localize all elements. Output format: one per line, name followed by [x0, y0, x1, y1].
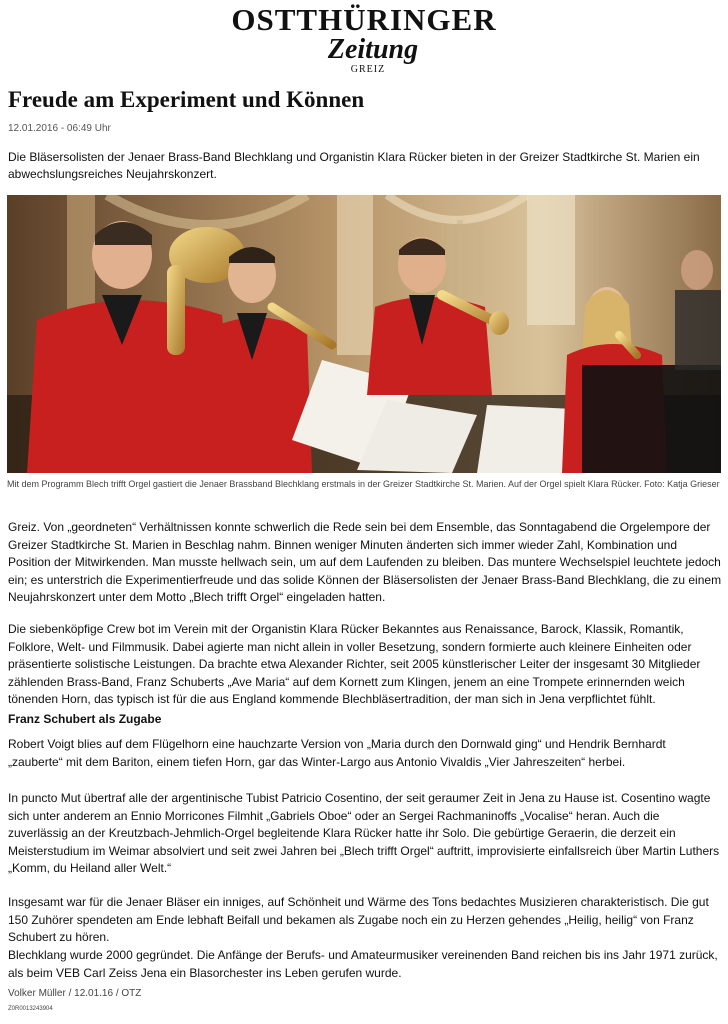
- photo-caption: Mit dem Programm Blech trifft Orgel gastiert die Jenaer Brassband Blechklang erstmals in der Greizer Stadtkirche St. Marien. Auf der Orgel spielt Klara Rücker. Foto: Katja Grieser: [7, 479, 720, 489]
- article-subheading: Franz Schubert als Zugabe: [8, 712, 162, 726]
- article-photo: [7, 195, 721, 473]
- masthead-edition: GREIZ: [350, 64, 386, 75]
- article-paragraph-4: In puncto Mut übertraf alle der argentinische Tubist Patricio Cosentino, der seit geraumer Zeit in Jena zu Hause ist. Cosentino wagte sich unter anderem an Ennio Morricones Filmhit „Gabriels Oboe“ oder an Sergei Rachmaninoffs „Vocalise“ heran. Auch die zuverlässig an der Kreutzbach-Jehmlich-Orgel begleitende Klara Rücker hatte ihr Solo. Die gebürtige Geraerin, die derzeit ein Meisterstudium im Weimar absolviert und seit zwei Jahren bei „Blech trifft Orgel“ auftritt, improvisierte einfallsreich über Martin Luthers „Komm, du Heiland aller Welt.“: [8, 791, 720, 876]
- article-headline: Freude am Experiment und Können: [8, 87, 365, 112]
- masthead: [0, 4, 728, 76]
- article-paragraph-2: Die siebenköpfige Crew bot im Verein mit der Organistin Klara Rücker Bekanntes aus Renaissance, Barock, Klassik, Romantik, Folklore, Welt- und Filmmusik. Dabei agierte man nicht allein in voller Besetzung, sondern formierte auch kleinere Einheiten oder präsentierte solistische Leistungen. Da brachte etwa Alexander Richter, seit 2005 künstlerischer Leiter der insgesamt 30 Mitglieder zählenden Brass-Band, Franz Schuberts „Ave Maria“ auf dem Kornett zum Klingen, jenem an eine Trompete erinnernden weich tönenden Horn, das typisch ist für die aus England kommende Blechbläsertradition, der man sich in Jena verpflichtet fühlt.: [8, 622, 701, 707]
- article-paragraph-5: Insgesamt war für die Jenaer Bläser ein inniges, auf Schönheit und Wärme des Tons bedachtes Musizieren charakteristisch. Die gut 150 Zuhörer spendeten am Ende lebhaft Beifall und bekamen als Zugabe noch ein zu Herzen gehendes „Heilig, heilig“ von Franz Schubert zu hören.: [8, 895, 709, 945]
- article-author: Volker Müller / 12.01.16 / OTZ: [8, 988, 142, 999]
- masthead-name-line1: OSTTHÜRINGER: [231, 2, 497, 37]
- article-paragraph-3: Robert Voigt blies auf dem Flügelhorn eine hauchzarte Version von „Maria durch den Dornwald ging“ und Hendrik Bernhardt „zauberte“ mit dem Bariton, einem tiefen Horn, gar das Winter-Largo aus Antonio Vivaldis „Vier Jahreszeiten“ herbei.: [8, 737, 666, 769]
- brass-band-photo-illustration: [7, 195, 721, 473]
- article-paragraph-6: Blechklang wurde 2000 gegründet. Die Anfänge der Berufs- und Amateurmusiker vereinenden Band reichen bis ins Jahr 1971 zurück, als beim VEB Carl Zeiss Jena ein Blasorchester ins Leben gerufen wurde.: [8, 948, 718, 980]
- masthead-name-line2: Zeitung: [327, 34, 419, 65]
- article-id: Z0R0013243904: [8, 1006, 53, 1012]
- article-dateline: 12.01.2016 - 06:49 Uhr: [8, 123, 111, 134]
- article-paragraph-1: Greiz. Von „geordneten“ Verhältnissen konnte schwerlich die Rede sein bei dem Ensemble, das Sonntagabend die Orgelempore der Greizer Stadtkirche St. Marien in Beschlag nahm. Binnen weniger Minuten änderten sich immer wieder Zahl, Kombination und Position der Mitwirkenden. Man musste hellwach sein, um auf dem Laufenden zu bleiben. Das muntere Wechselspiel leuchtete jedoch ein; es unterstrich die Experimentierfreude und das solide Können der Bläsersolisten der Jenaer Brass-Band Blechklang, die zu einem Neujahrskonzert unter dem Motto „Blech trifft Orgel“ eingeladen hatten.: [8, 520, 722, 605]
- article-lead: Die Bläsersolisten der Jenaer Brass-Band Blechklang und Organistin Klara Rücker bieten in der Greizer Stadtkirche St. Marien ein abwechslungsreiches Neujahrskonzert.: [8, 150, 700, 181]
